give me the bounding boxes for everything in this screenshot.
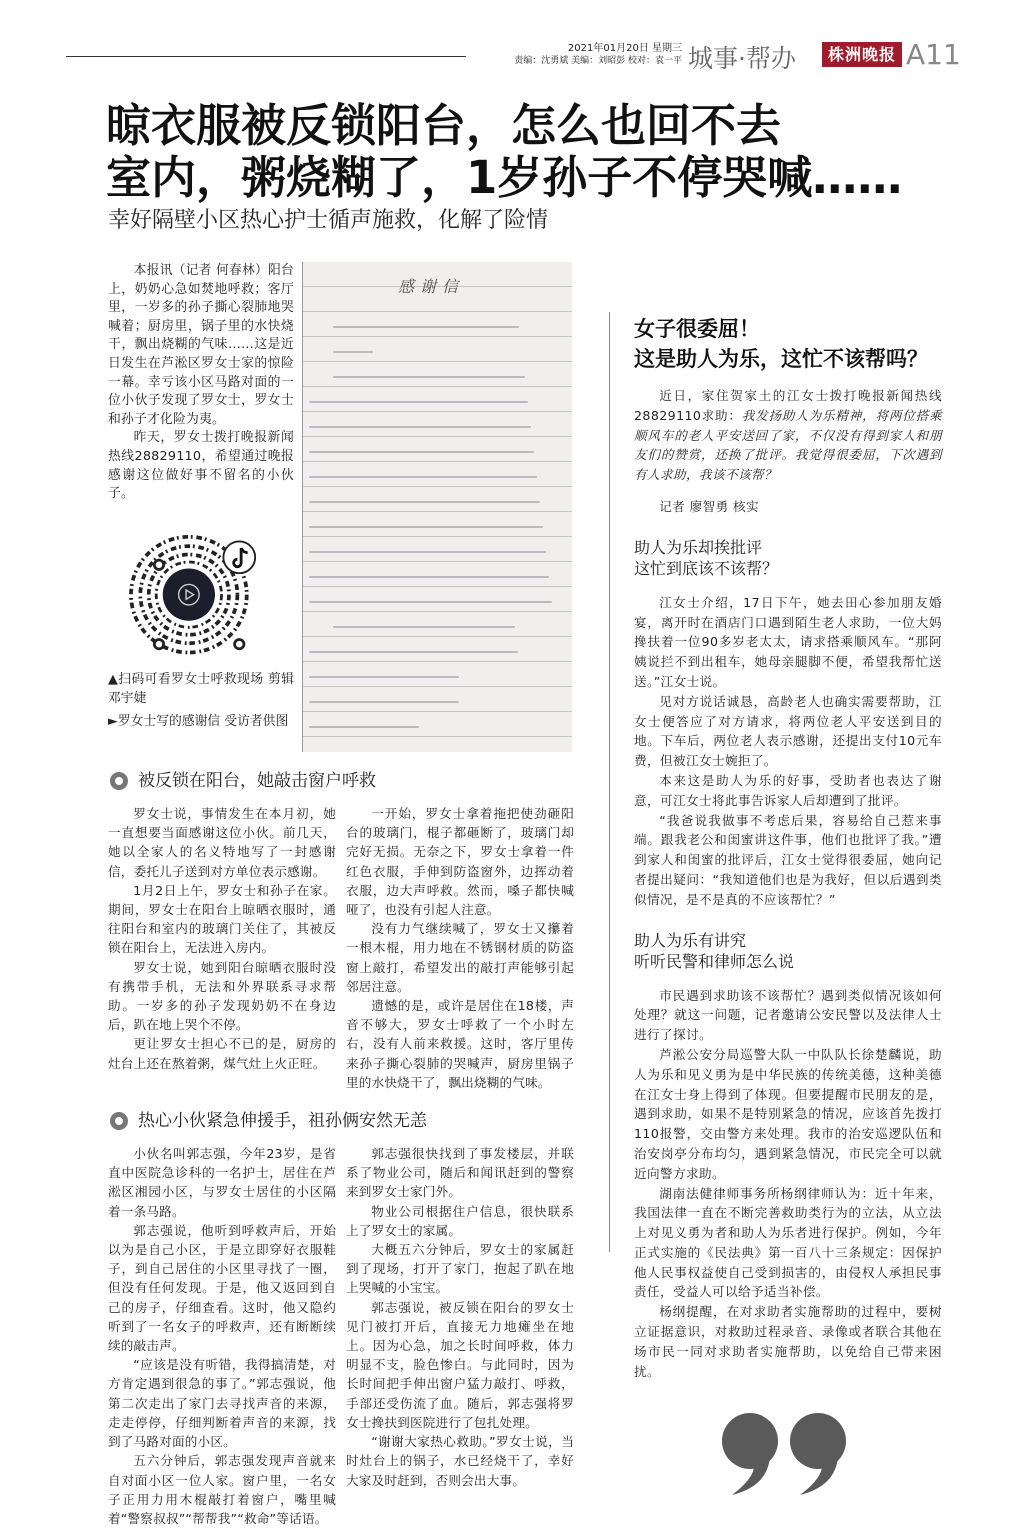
column-divider [609,312,610,1252]
top-rule [66,56,466,57]
paragraph: 杨纲提醒，在对求助者实施帮助的过程中，要树立证据意识，对救助过程录音、录像或者联合其他在场市民一同对求助者实施帮助，以免给自己带来困扰。 [634,1304,942,1379]
subhead-line: 助人为乐有讲究 [634,930,747,950]
handwriting-line [309,401,528,403]
section-name: 城事·帮办 [688,44,796,73]
paragraph: 江女士介绍，17日下午，她去田心参加朋友婚宴，离开时在酒店门口遇到陌生老人求助，一位大妈搀扶着一位90多岁老太太，请求搭乘顺风车。“那阿姨说拦不到出租车，她母亲腿脚不便，希望我帮忙送送。”江女士说。 [634,594,942,689]
paragraph: 罗女士说，她到阳台晾晒衣服时没有携带手机，无法和外界联系寻求帮助。一岁多的孙子发现奶奶不在身边后，趴在地上哭个不停。 [108,959,336,1033]
newspaper-logo: 株洲晚报 [822,42,902,67]
subtitle: 幸好隔壁小区热心护士循声施救，化解了险情 [108,208,549,233]
handwriting-line [309,701,459,703]
headline [106,100,986,204]
douyin-qr-code [116,520,286,660]
quotation-mark-icon [720,1411,855,1496]
section-1-title: 被反锁在阳台，她敲击窗户呼救 [138,771,376,791]
sidebar-article [634,314,942,1496]
issue-date: 2021年01月20日 星期三 [567,43,682,54]
handwriting-line [309,451,534,453]
sidebar-headline-line-2: 这是助人为乐，这忙不该帮吗？ [634,346,928,371]
paragraph: 1月2日上午，罗女士和孙子在家。期间，罗女士在阳台上晾晒衣服时，通往阳台和室内的玻璃门关住了，其被反锁在阳台上，无法进入房内。 [108,882,336,956]
handwriting-line [309,726,419,728]
handwriting-line [309,476,537,478]
letter-caption: ►罗女士写的感谢信 受访者供图 [108,713,289,729]
handwriting-line [333,376,525,378]
paragraph: 湖南法健律师事务所杨纲律师认为：近十年来，我国法律一直在不断完善救助类行为的立法，从立法上对见义勇为者和助人为乐者进行保护。例如，今年正式实施的《民法典》第一百八十三条规定：因保护他人民事权益使自己受到损害的，由侵权人承担民事责任，受益人可以给予适当补偿。 [634,1185,942,1300]
paragraph: 昨天，罗女士拨打晚报新闻热线28829110，希望通过晚报感谢这位做好事不留名的小伙子。 [108,430,294,502]
paragraph: 五六分钟后，郭志强发现声音就来自对面小区一位人家。窗户里，一名女子正用力用木棍敲打着窗户，嘴里喊着“警察叔叔”“帮帮我”“救命”等话语。 [108,1453,336,1526]
reader-quote: 我发扬助人为乐精神，将两位搭乘顺风车的老人平安送回了家，不仅没有得到家人和朋友们的赞赏，还换了批评。我觉得很委屈，下次遇到有人求助，我该不该帮？ [634,407,942,483]
paragraph: 物业公司根据住户信息，很快联系上了罗女士的家属。 [346,1203,574,1238]
paragraph: 一开始，罗女士拿着拖把使劲砸阳台的玻璃门，棍子都砸断了，玻璃门却完好无损。无奈之下，罗女士拿着一件红色衣服，手伸到防盗窗外，边挥动着衣服，边大声呼救。然而，嗓子都快喊哑了，也没有引起人注意。 [346,806,574,918]
editor-credits: 责编：沈勇斌 美编：刘昭彭 校对：袁一平 [514,56,682,66]
handwriting-line [309,551,546,553]
paragraph: 大概五六分钟后，罗女士的家属赶到了现场，打开了家门，抱起了趴在地上哭喊的小宝宝。 [346,1242,574,1296]
section-2-header [110,1110,574,1132]
circle-bullet-icon [110,772,128,790]
paragraph: 罗女士说，事情发生在本月初，她一直想要当面感谢这位小伙。前几天，她以全家人的名义特地写了一封感谢信，委托儿子送到对方单位表示感谢。 [108,806,336,879]
paragraph: “我爸说我做事不考虑后果，容易给自己惹来事端。跟我老公和闺蜜讲这件事，他们也批评了我。”遭到家人和闺蜜的批评后，江女士觉得很委屈，她向记者提出疑问：“我知道他们也是为我好，但以后遇到类似情况，是不是真的不应该帮忙？” [634,812,942,907]
paragraph: “谢谢大家热心救助。”罗女士说，当时灶台上的锅子，水已经烧干了，幸好大家及时赶到，否则会出大事。 [346,1434,574,1488]
section-1-header [110,770,574,792]
intro-text [108,262,294,504]
handwriting-line [333,626,515,628]
paragraph: 遗憾的是，或许是居住在18楼，声音不够大，罗女士呼救了一个小时左右，没有人前来救援。这时，客厅里传来孙子撕心裂肺的哭喊声，厨房里锅子里的水快烧干了，飘出烧糊的气味。 [346,998,574,1090]
section-1-body [108,804,574,1092]
sidebar-subhead-2 [634,930,942,972]
circle-bullet-icon [110,1112,128,1130]
paragraph: “应该是没有听错，我得搞清楚，对方肯定遇到很急的事了。”郭志强说，他第二次走出了家门去寻找声音的来源，走走停停，仔细判断着声音的来源，找到了马路对面的小区。 [108,1357,336,1450]
dateline [514,44,682,66]
paragraph: 郭志强说，他听到呼救声后，开始以为是自己小区，于是立即穿好衣服鞋子，到自己居住的小区里寻找了一圈，但没有任何发现。于是，他又返回到自己的房子，仔细查看。这时，他又隐约听到了一名女子的呼救声，还有断断续续的敲击声。 [108,1222,336,1354]
main-article [108,262,574,1528]
paragraph: 郭志强很快找到了事发楼层，并联系了物业公司，随后和闻讯赶到的警察来到罗女士家门外。 [346,1146,574,1200]
subhead-line: 助人为乐却挨批评 [634,537,763,557]
letter-title: 感谢信 [398,277,465,296]
section-2-body [108,1144,574,1528]
paragraph: 没有力气继续喊了，罗女士又攥着一根木棍，用力地在不锈钢材质的防盗窗上敲打，希望发出的敲打声能够引起邻居注意。 [346,921,574,994]
subhead-line: 听听民警和律师怎么说 [634,951,795,971]
handwriting-line [333,351,373,353]
handwriting-line [309,426,531,428]
paragraph: 市民遇到求助该不该帮忙？遇到类似情况该如何处理？就这一问题，记者邀请公安民警以及法律人士进行了探讨。 [634,987,942,1043]
sidebar-part-2 [634,986,942,1382]
thank-you-letter-photo [302,262,572,752]
headline-line-1: 晾衣服被反锁阳台，怎么也回不去 [106,99,782,152]
paragraph: 本来这是助人为乐的好事，受助者也表达了谢意，可江女士将此事告诉家人后却遭到了批评。 [634,772,942,808]
subhead-line: 这忙到底该不该帮？ [634,558,779,578]
sidebar-lead [634,386,942,485]
paragraph: 见对方说话诚恳，高龄老人也确实需要帮助，江女士便答应了对方请求，将两位老人平安送到目的地。下车后，两位老人表示感谢，还提出支付10元车费，但被江女士婉拒了。 [634,693,942,769]
sidebar-headline [634,314,942,374]
handwriting-line [309,526,543,528]
paragraph: 更让罗女士担心不已的是，厨房的灶台上还在熬着粥，煤气灶上火正旺。 [108,1036,336,1071]
sidebar-headline-line-1: 女子很委屈！ [634,316,760,341]
byline: 记者 廖智勇 核实 [659,498,759,514]
paragraph: 郭志强说，被反锁在阳台的罗女士见门被打开后，直接无力地瘫坐在地上。因为心急，加之长时间呼救，体力明显不支，脸色惨白。与此同时，因为长时间把手伸出窗户猛力敲打、呼救，手部还受伤流了血。随后，郭志强将罗女士搀扶到医院进行了包扎处理。 [346,1299,574,1430]
section-2-title: 热心小伙紧急伸援手，祖孙俩安然无恙 [138,1111,427,1132]
sidebar-part-1 [634,593,942,910]
headline-line-2: 室内，粥烧糊了，1岁孙子不停哭喊…… [106,151,903,204]
paragraph: 小伙名叫郭志强，今年23岁，是省直中医院急诊科的一名护士，居住在芦淞区湘园小区，与罗女士居住的小区隔着一条马路。 [108,1146,336,1219]
handwriting-line [333,326,519,328]
paragraph: 芦淞公安分局巡警大队一中队队长徐楚麟说，助人为乐和见义勇为是中华民族的传统美德，这种美德在江女士身上得到了体现。但要提醒市民朋友的是，遇到求助，如果不是特别紧急的情况，应该首先拨打110报警，交由警方来处理。我市的治安巡逻队伍和治安岗亭分布均匀，遇到紧急情况，市民完全可以就近向警方求助。 [634,1046,942,1181]
handwriting-line [309,651,518,653]
qr-caption: ▲扫码可看罗女士呼救现场 剪辑 邓宇婕 [108,671,294,706]
paragraph: 本报讯（记者 何春林）阳台上，奶奶心急如焚地呼救；客厅里，一岁多的孙子撕心裂肺地哭喊着；厨房里，锅子里的水快烧干，飘出烧糊的气味……这是近日发生在芦淞区罗女士家的惊险一幕。幸亏该小区马路对面的一位小伙子发现了罗女士，罗女士和孙子才化险为夷。 [108,263,294,427]
page-number: A11 [906,38,961,71]
handwriting-line [309,501,540,503]
sidebar-subhead-1 [634,537,942,579]
handwriting-line [309,601,552,603]
lead-text: 近日，家住贺家土的江女士拨打晚报新闻热线28829110求助： [634,388,942,423]
handwriting-line [309,576,549,578]
sidebar-byline [634,497,942,517]
handwriting-line [309,676,459,678]
